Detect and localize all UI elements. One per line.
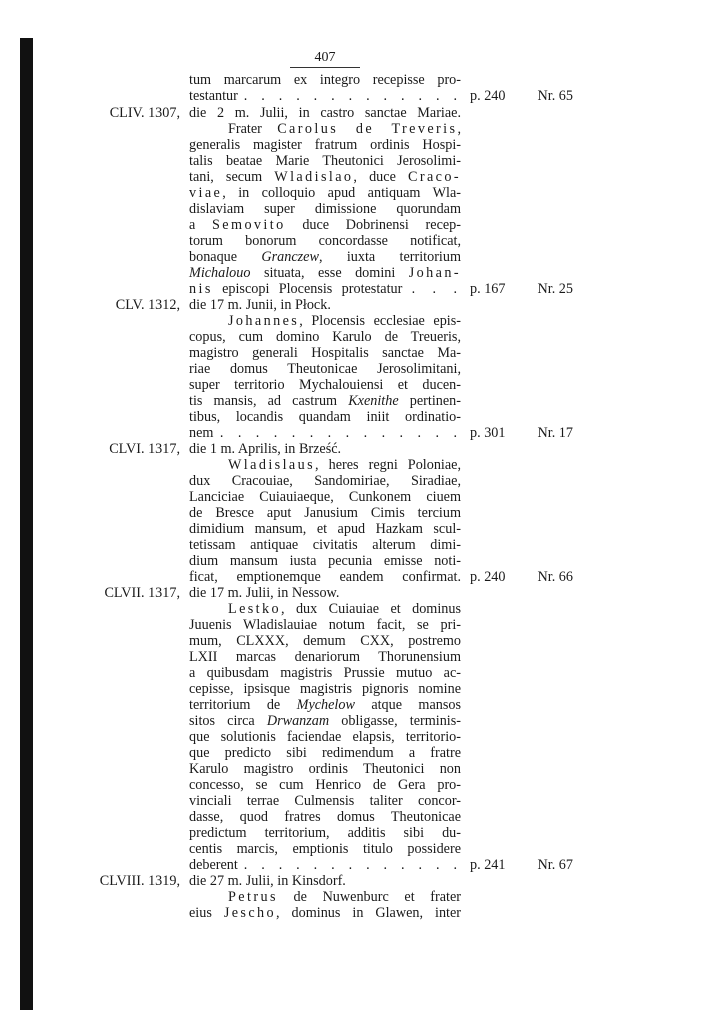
- entry-heading: CLVI. 1317,: [109, 441, 180, 457]
- reference-number: Nr. 17: [537, 425, 573, 441]
- text-line: nem . . . . . . . . . . . . . .: [189, 425, 461, 441]
- text-line: die 1 m. Aprilis, in Brześć.: [189, 441, 342, 457]
- text-line: Johannes, Plocensis ecclesiae epis-: [228, 313, 461, 329]
- entry-heading: CLIV. 1307,: [109, 105, 180, 121]
- text-line: tibus, locandis quandam iniit ordinatio-: [189, 409, 461, 425]
- text-line: Juuenis Wladislauiae notum facit, se pri-: [189, 617, 461, 633]
- reference-number: Nr. 65: [537, 88, 573, 104]
- text-line: die 17 m. Julii, in Nessow.: [189, 585, 340, 601]
- text-line: sitos circa Drwanzam obligasse, terminis-: [189, 713, 461, 729]
- text-line: dasse, quod fratres domus Theutonicae: [189, 809, 461, 825]
- reference-page: p. 167: [470, 281, 506, 297]
- text-line: LXII marcas denariorum Thorunensium: [189, 649, 461, 665]
- text-line: Petrus de Nuwenburc et frater: [228, 889, 461, 905]
- text-line: viae, in colloquio apud antiquam Wla-: [189, 185, 461, 201]
- text-line: de Bresce aput Janusium Cimis tercium: [189, 505, 461, 521]
- text-line: dimidium mansum, et apud Hazkam scul-: [189, 521, 461, 537]
- reference-page: p. 240: [470, 88, 506, 104]
- page-reference: [470, 281, 573, 297]
- reference-number: Nr. 67: [537, 857, 573, 873]
- text-line: die 2 m. Julii, in castro sanctae Mariae.: [189, 105, 461, 121]
- page-reference: [470, 857, 573, 873]
- text-line: tum marcarum ex integro recepisse pro-: [189, 72, 461, 88]
- text-line: Wladislaus, heres regni Poloniae,: [228, 457, 461, 473]
- text-line: die 17 m. Junii, in Płock.: [189, 297, 331, 313]
- text-line: dislaviam super dimissione quorundam: [189, 201, 461, 217]
- page-reference: [470, 569, 573, 585]
- text-line: eius Jescho, dominus in Glawen, inter: [189, 905, 461, 921]
- text-line: cepisse, ipsisque magistris pignoris nomine: [189, 681, 461, 697]
- reference-page: p. 240: [470, 569, 506, 585]
- text-line: deberent . . . . . . . . . . . . .: [189, 857, 461, 873]
- entry-heading: CLV. 1312,: [115, 297, 180, 313]
- reference-page: p. 301: [470, 425, 506, 441]
- scan-edge-bar: [20, 38, 33, 1010]
- text-line: generalis magister fratrum ordinis Hospi-: [189, 137, 461, 153]
- text-line: tetissam antiquae civitatis alterum dimi-: [189, 537, 461, 553]
- text-line: a Semovito duce Dobrinensi recep-: [189, 217, 461, 233]
- text-line: testantur . . . . . . . . . . . . .: [189, 88, 461, 104]
- text-line: territorium de Mychelow atque mansos: [189, 697, 461, 713]
- text-line: die 27 m. Julii, in Kinsdorf.: [189, 873, 346, 889]
- text-line: magistro generali Hospitalis sanctae Ma-: [189, 345, 461, 361]
- text-line: torum bonorum concordasse notificat,: [189, 233, 461, 249]
- text-line: a quibusdam magistris Prussie mutuo ac-: [189, 665, 461, 681]
- page-number: 407: [290, 50, 360, 68]
- text-line: copus, cum domino Karulo de Treueris,: [189, 329, 461, 345]
- text-line: Frater Carolus de Treveris,: [228, 121, 461, 137]
- text-line: tis mansis, ad castrum Kxenithe pertinen-: [189, 393, 461, 409]
- text-line: riae domus Theutonicae Jerosolimitani,: [189, 361, 461, 377]
- text-line: bonaque Granczew, iuxta territorium: [189, 249, 461, 265]
- text-line: que solutionis faciendae elapsis, territorio-: [189, 729, 461, 745]
- text-line: Lanciciae Cuiauiaeque, Cunkonem ciuem: [189, 489, 461, 505]
- text-line: nis episcopi Plocensis protestatur . . .: [189, 281, 461, 297]
- text-line: talis beatae Marie Theutonici Jerosolimi-: [189, 153, 461, 169]
- text-line: centis marcis, emptionis titulo possidere: [189, 841, 461, 857]
- text-line: super territorio Mychalouiensi et ducen-: [189, 377, 461, 393]
- page-reference: [470, 88, 573, 104]
- text-line: predictum territorium, additis sibi du-: [189, 825, 461, 841]
- text-line: que predicto sibi redimendum a fratre: [189, 745, 461, 761]
- reference-number: Nr. 25: [537, 281, 573, 297]
- text-line: Karulo magistro ordinis Theutonici non: [189, 761, 461, 777]
- reference-number: Nr. 66: [537, 569, 573, 585]
- text-line: Lestko, dux Cuiauiae et dominus: [228, 601, 461, 617]
- entry-heading: CLVII. 1317,: [104, 585, 180, 601]
- text-line: dux Cracouiae, Sandomiriae, Siradiae,: [189, 473, 461, 489]
- page-reference: [470, 425, 573, 441]
- text-line: vinciali terrae Culmensis taliter concor-: [189, 793, 461, 809]
- text-line: Michalouo situata, esse domini Johan-: [189, 265, 461, 281]
- text-line: concesso, se cum Henrico de Gera pro-: [189, 777, 461, 793]
- text-line: dium mansum iusta pecunia emisse noti-: [189, 553, 461, 569]
- text-line: ficat, emptionemque eandem confirmat.: [189, 569, 461, 585]
- text-line: tani, secum Wladislao, duce Craco-: [189, 169, 461, 185]
- entry-heading: CLVIII. 1319,: [99, 873, 180, 889]
- text-line: mum, CLXXX, demum CXX, postremo: [189, 633, 461, 649]
- reference-page: p. 241: [470, 857, 506, 873]
